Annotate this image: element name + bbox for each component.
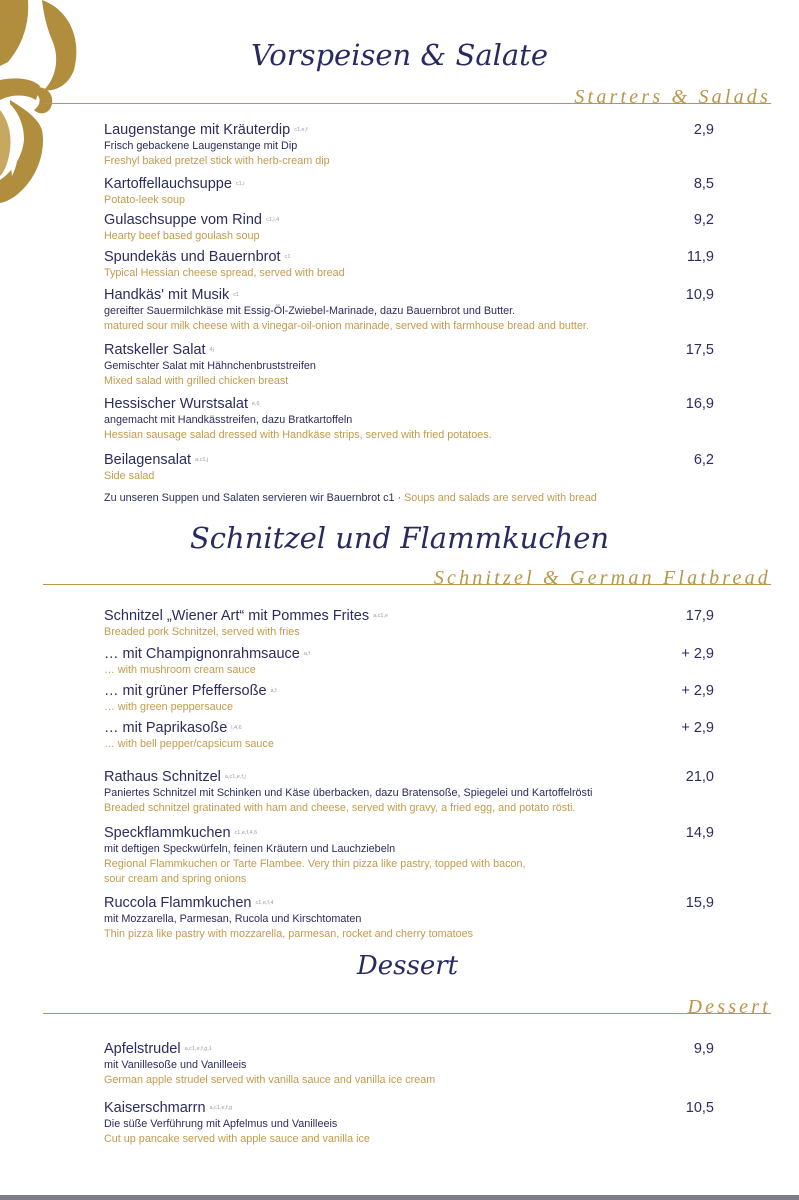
item-price: 9,9	[693, 1041, 714, 1057]
allergen-codes: e,6	[251, 401, 260, 408]
allergen-codes: c1,i	[235, 181, 245, 188]
allergen-codes: i,4,6	[231, 725, 242, 732]
item-description-en: Potato-leek soup	[104, 194, 186, 207]
item-description-en: Cut up pancake served with apple sauce and vanilla ice	[104, 1133, 370, 1146]
menu-item	[104, 248, 714, 281]
menu-item	[104, 824, 714, 887]
section-subtitle-schnitzel: Schnitzel & German Flatbread	[433, 567, 771, 589]
item-name: Speckflammkuchen	[104, 825, 231, 841]
menu-item	[104, 894, 714, 942]
allergen-codes: c1,i,4	[265, 217, 280, 224]
menu-item	[104, 286, 714, 334]
item-name: Apfelstrudel	[104, 1041, 181, 1057]
item-name: Spundekäs und Bauernbrot	[104, 249, 281, 265]
menu-item	[104, 395, 714, 443]
item-name: Handkäs' mit Musik	[104, 287, 230, 303]
item-description-en: Hearty beef based goulash soup	[104, 230, 260, 243]
menu-item	[104, 121, 714, 169]
section-title-schnitzel: Schnitzel und Flammkuchen	[189, 521, 610, 555]
bread-note	[104, 491, 597, 506]
item-description-en: matured sour milk cheese with a vinegar-oil-onion marinade, served with farmhouse bread and butter.	[104, 320, 589, 333]
item-description-en: German apple strudel served with vanilla sauce and vanilla ice cream	[104, 1074, 436, 1087]
item-name: Gulaschsuppe vom Rind	[104, 212, 262, 228]
menu-item	[104, 1040, 714, 1088]
allergen-codes: c1,e,f,4	[255, 900, 274, 907]
item-price: 2,9	[693, 122, 714, 138]
item-description-en: Thin pizza like pastry with mozzarella, parmesan, rocket and cherry tomatoes	[104, 928, 474, 941]
note-separator: ·	[394, 492, 405, 504]
allergen-codes: c1,e,f,4,6	[234, 830, 258, 837]
item-name: Rathaus Schnitzel	[104, 769, 221, 785]
item-name: Ratskeller Salat	[104, 342, 206, 358]
allergen-codes: a,c1,j	[195, 457, 209, 464]
item-description-en: Regional Flammkuchen or Tarte Flambee. Very thin pizza like pastry, topped with bacon,	[104, 858, 526, 871]
section-subtitle-dessert: Dessert	[687, 996, 771, 1018]
item-description-en: Typical Hessian cheese spread, served with bread	[104, 267, 345, 280]
allergen-codes: a,f	[270, 688, 277, 695]
item-description-en: Side salad	[104, 470, 155, 483]
menu-item	[104, 341, 714, 389]
item-name: Laugenstange mit Kräuterdip	[104, 122, 291, 138]
item-price: 16,9	[685, 396, 714, 412]
section-title-starters: Vorspeisen & Salate	[251, 38, 548, 72]
menu-item	[104, 719, 714, 752]
item-name: … mit Paprikasoße	[104, 720, 228, 736]
item-description-en: Mixed salad with grilled chicken breast	[104, 375, 289, 388]
item-name: … mit grüner Pfeffersoße	[104, 683, 267, 699]
item-description-en: … with green peppersauce	[104, 701, 234, 714]
menu-item	[104, 211, 714, 244]
section-title-dessert: Dessert	[356, 951, 459, 981]
menu-item	[104, 645, 714, 678]
item-description-en: Hessian sausage salad dressed with Handkäse strips, served with fried potatoes.	[104, 429, 492, 442]
item-price: + 2,9	[681, 683, 714, 699]
item-description-de: gereifter Sauermilchkäse mit Essig-Öl-Zwiebel-Marinade, dazu Bauernbrot und Butter.	[104, 305, 516, 318]
allergen-codes: a,c1,e	[373, 613, 389, 620]
item-description-de: Frisch gebackene Laugenstange mit Dip	[104, 140, 298, 153]
item-price: 21,0	[685, 769, 714, 785]
allergen-codes: c1	[284, 254, 291, 261]
item-price: 10,9	[685, 287, 714, 303]
menu-item	[104, 451, 714, 484]
item-description-en: Breaded schnitzel gratinated with ham and cheese, served with gravy, a fried egg, and potato rösti.	[104, 802, 576, 815]
allergen-codes: c1,e,f	[294, 127, 308, 134]
item-description-de: angemacht mit Handkässtreifen, dazu Bratkartoffeln	[104, 414, 353, 427]
item-description-en: … with mushroom cream sauce	[104, 664, 256, 677]
allergen-codes: 4j	[209, 347, 214, 354]
item-price: 17,9	[685, 608, 714, 624]
allergen-codes: c1	[233, 292, 240, 299]
allergen-codes: a,c1,e,f,j	[224, 774, 246, 781]
item-price: 14,9	[685, 825, 714, 841]
item-name: Kartoffellauchsuppe	[104, 176, 232, 192]
bottom-edge-bar	[0, 1195, 799, 1200]
item-description-de: mit deftigen Speckwürfeln, feinen Kräutern und Lauchziebeln	[104, 843, 396, 856]
item-price: + 2,9	[681, 646, 714, 662]
note-de: Zu unseren Suppen und Salaten servieren wir Bauernbrot c1	[104, 492, 395, 504]
menu-item	[104, 607, 714, 640]
item-description-en: Breaded pork Schnitzel, served with fries	[104, 626, 300, 639]
item-description-en: … with bell pepper/capsicum sauce	[104, 738, 274, 751]
item-description-de: mit Vanillesoße und Vanilleeis	[104, 1059, 247, 1072]
item-price: 10,5	[685, 1100, 714, 1116]
allergen-codes: a,c1,e,f,g	[209, 1105, 233, 1112]
menu-item	[104, 768, 714, 816]
item-name: Kaiserschmarrn	[104, 1100, 206, 1116]
item-name: Hessischer Wurstsalat	[104, 396, 248, 412]
item-price: 17,5	[685, 342, 714, 358]
item-description-en: Freshyl baked pretzel stick with herb-cream dip	[104, 155, 330, 168]
item-description-de: mit Mozzarella, Parmesan, Rucola und Kirschtomaten	[104, 913, 362, 926]
section-divider	[43, 584, 771, 585]
item-name: Beilagensalat	[104, 452, 192, 468]
menu-item	[104, 175, 714, 208]
item-price: 15,9	[685, 895, 714, 911]
item-price: 8,5	[693, 176, 714, 192]
item-description-de: Paniertes Schnitzel mit Schinken und Käse überbacken, dazu Bratensoße, Spiegelei und Kartoffelrösti	[104, 787, 593, 800]
section-divider	[43, 1013, 771, 1014]
item-name: Ruccola Flammkuchen	[104, 895, 252, 911]
item-description-de: Die süße Verführung mit Apfelmus und Vanilleeis	[104, 1118, 338, 1131]
section-divider	[43, 103, 771, 104]
item-price: 11,9	[686, 249, 714, 265]
item-name: Schnitzel „Wiener Art“ mit Pommes Frites	[104, 608, 370, 624]
note-en: Soups and salads are served with bread	[404, 492, 597, 504]
item-description-de: Gemischter Salat mit Hähnchenbruststreifen	[104, 360, 316, 373]
menu-item	[104, 682, 714, 715]
item-price: 6,2	[693, 452, 714, 468]
item-name: … mit Champignonrahmsauce	[104, 646, 300, 662]
item-price: 9,2	[693, 212, 714, 228]
section-subtitle-starters: Starters & Salads	[574, 86, 771, 108]
menu-item	[104, 1099, 714, 1147]
allergen-codes: a,c1,e,f,g,1	[184, 1046, 212, 1053]
item-description-en-line2: sour cream and spring onions	[104, 873, 247, 886]
item-price: + 2,9	[681, 720, 714, 736]
allergen-codes: a,f	[303, 651, 310, 658]
